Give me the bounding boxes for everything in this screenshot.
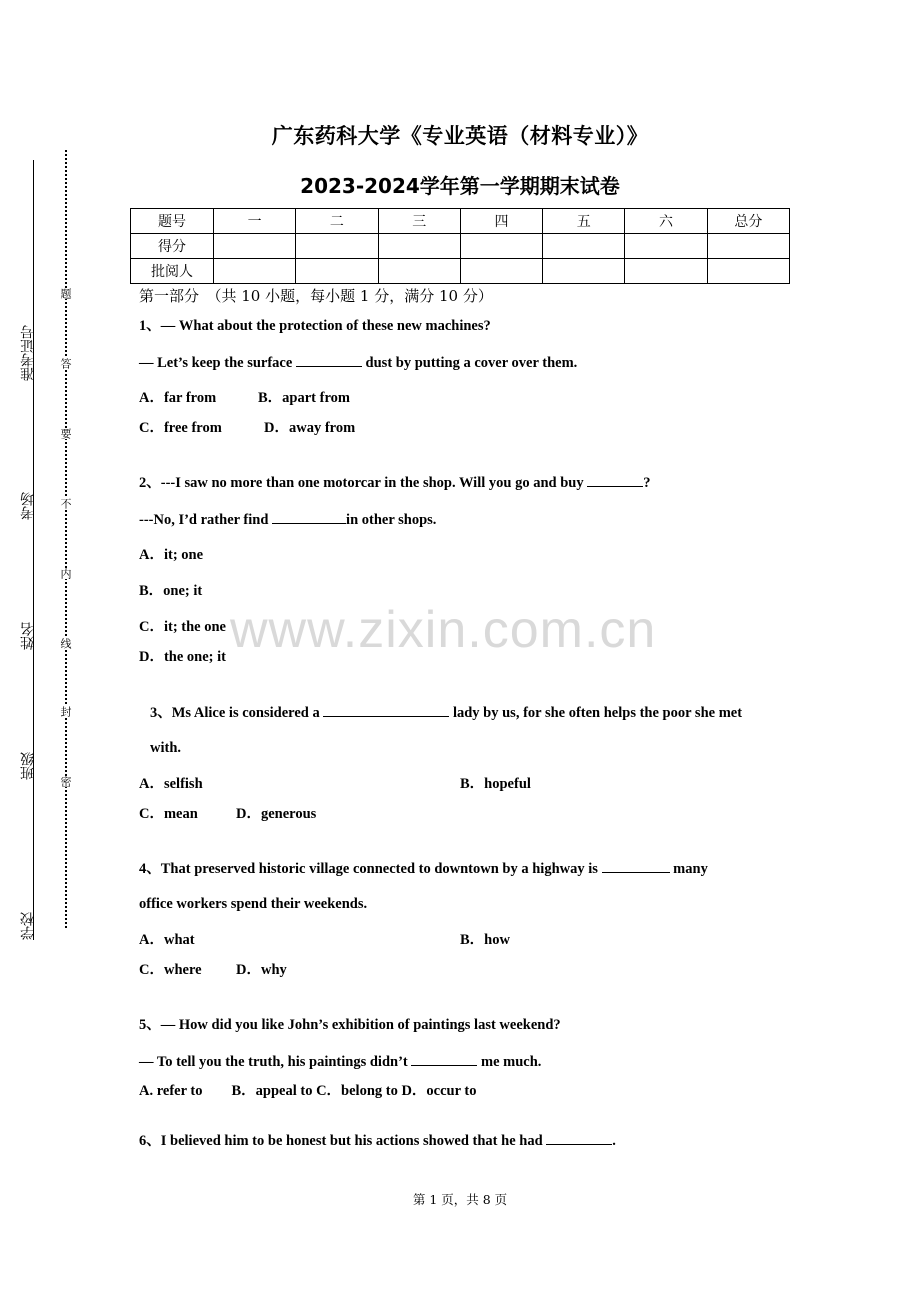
q4-option-b[interactable]: B．how bbox=[460, 932, 510, 948]
exam-title: 广东药科大学《专业英语（材料专业）》 bbox=[271, 124, 649, 148]
q4-option-d[interactable]: D．why bbox=[236, 962, 287, 978]
q2-option-c[interactable]: C．it; the one bbox=[139, 619, 226, 635]
seal-word: 不 bbox=[59, 498, 72, 509]
q4-stem-cont: office workers spend their weekends. bbox=[139, 896, 368, 912]
score-col-header: 一 bbox=[214, 209, 296, 234]
score-cell[interactable] bbox=[378, 234, 460, 259]
seal-word: 密 bbox=[59, 776, 72, 787]
q3-stem bbox=[150, 702, 742, 723]
q4-option-a[interactable]: A．what bbox=[139, 932, 195, 948]
dotted-seal-line bbox=[65, 150, 67, 928]
q1-option-d[interactable]: D．away from bbox=[264, 420, 356, 436]
seal-word: 题 bbox=[59, 288, 72, 299]
seal-word: 线 bbox=[59, 638, 72, 649]
answer-blank[interactable] bbox=[296, 352, 362, 367]
reviewer-cell[interactable] bbox=[543, 259, 625, 284]
q1-reply-text: — Let’s keep the surface bbox=[139, 355, 296, 371]
q1-option-b[interactable]: B．apart from bbox=[258, 390, 350, 406]
q5-reply-text: me much. bbox=[477, 1054, 542, 1070]
q3-stem-text: 3、Ms Alice is considered a bbox=[150, 705, 324, 721]
score-col-header: 六 bbox=[625, 209, 707, 234]
q1-reply bbox=[139, 352, 577, 373]
watermark: www.zixin.com.cn bbox=[230, 601, 657, 659]
reviewer-cell[interactable] bbox=[214, 259, 296, 284]
q2-stem-text: ? bbox=[643, 475, 651, 491]
reviewer-row bbox=[131, 259, 790, 284]
reviewer-cell[interactable] bbox=[460, 259, 542, 284]
q2-reply-text: in other shops. bbox=[346, 512, 437, 528]
seal-word: 封 bbox=[59, 706, 72, 717]
answer-blank[interactable] bbox=[411, 1051, 477, 1066]
q1-option-c[interactable]: C．free from bbox=[139, 420, 222, 436]
score-cell[interactable] bbox=[707, 234, 789, 259]
exam-room-label: 考场 bbox=[20, 492, 36, 520]
score-col-header: 三 bbox=[378, 209, 460, 234]
q3-option-a[interactable]: A．selfish bbox=[139, 776, 203, 792]
score-col-header: 五 bbox=[543, 209, 625, 234]
section-heading: 第一部分 （共 10 小题，每小题 1 分，满分 10 分） bbox=[139, 287, 493, 305]
reviewer-cell[interactable] bbox=[707, 259, 789, 284]
score-col-header: 四 bbox=[460, 209, 542, 234]
reviewer-cell[interactable] bbox=[378, 259, 460, 284]
q3-stem-text: lady by us, for she often helps the poor she met bbox=[449, 705, 743, 721]
q2-stem bbox=[139, 472, 650, 493]
q6-stem bbox=[139, 1130, 616, 1151]
exam-subtitle: 2023-2024学年第一学期期末试卷 bbox=[300, 174, 620, 198]
answer-blank[interactable] bbox=[546, 1130, 612, 1145]
q5-stem: 5、— How did you like John’s exhibition of paintings last weekend? bbox=[139, 1017, 561, 1033]
answer-blank[interactable] bbox=[587, 472, 643, 487]
score-col-header: 二 bbox=[296, 209, 378, 234]
exam-number-label: 准考证号 bbox=[20, 325, 36, 381]
q4-option-c[interactable]: C．where bbox=[139, 962, 202, 978]
class-label: 班级 bbox=[20, 752, 36, 780]
reviewer-cell[interactable] bbox=[296, 259, 378, 284]
seal-word: 要 bbox=[59, 428, 72, 439]
q3-option-d[interactable]: D．generous bbox=[236, 806, 317, 822]
q4-stem bbox=[139, 858, 708, 879]
score-cell[interactable] bbox=[625, 234, 707, 259]
score-row-label: 得分 bbox=[131, 234, 214, 259]
q3-stem-cont: with. bbox=[150, 740, 182, 756]
page-footer: 第 1 页，共 8 页 bbox=[412, 1192, 508, 1207]
q6-stem-text: 6、I believed him to be honest but his actions showed that he had bbox=[139, 1133, 547, 1149]
q5-reply-text: — To tell you the truth, his paintings didn’t bbox=[139, 1054, 412, 1070]
name-label: 姓名 bbox=[20, 622, 36, 650]
q1-stem: 1、— What about the protection of these new machines? bbox=[139, 318, 491, 334]
seal-word: 内 bbox=[59, 568, 72, 579]
q2-stem-text: 2、---I saw no more than one motorcar in the shop. Will you go and buy bbox=[139, 475, 588, 491]
score-cell[interactable] bbox=[460, 234, 542, 259]
q3-option-b[interactable]: B．hopeful bbox=[460, 776, 531, 792]
binding-line bbox=[33, 160, 34, 940]
answer-blank[interactable] bbox=[602, 858, 670, 873]
score-cell[interactable] bbox=[296, 234, 378, 259]
q6-stem-text: . bbox=[612, 1133, 616, 1149]
q3-option-c[interactable]: C．mean bbox=[139, 806, 198, 822]
q4-stem-text: many bbox=[669, 861, 708, 877]
answer-blank[interactable] bbox=[272, 509, 346, 524]
reviewer-row-label: 批阅人 bbox=[131, 259, 214, 284]
school-label: 学校 bbox=[20, 912, 36, 940]
answer-blank[interactable] bbox=[323, 702, 449, 717]
q4-stem-text: 4、That preserved historic village connected to downtown by a highway is bbox=[139, 861, 602, 877]
q2-option-d[interactable]: D．the one; it bbox=[139, 649, 226, 665]
score-table-header-row bbox=[131, 209, 790, 234]
q5-reply bbox=[139, 1051, 541, 1072]
q2-option-b[interactable]: B．one; it bbox=[139, 583, 203, 599]
q2-reply bbox=[139, 509, 436, 530]
score-cell[interactable] bbox=[543, 234, 625, 259]
score-col-header: 总分 bbox=[707, 209, 789, 234]
q1-reply-text: dust by putting a cover over them. bbox=[361, 355, 578, 371]
seal-word: 答 bbox=[59, 358, 72, 369]
score-row bbox=[131, 234, 790, 259]
score-table bbox=[130, 208, 790, 284]
q1-option-a[interactable]: A．far from bbox=[139, 390, 217, 406]
q2-reply-text: ---No, I’d rather find bbox=[139, 512, 273, 528]
score-col-header: 题号 bbox=[131, 209, 214, 234]
q2-option-a[interactable]: A．it; one bbox=[139, 547, 204, 563]
q5-options[interactable]: A. refer to B．appeal to C．belong to D．occur to bbox=[139, 1083, 477, 1099]
score-cell[interactable] bbox=[214, 234, 296, 259]
reviewer-cell[interactable] bbox=[625, 259, 707, 284]
